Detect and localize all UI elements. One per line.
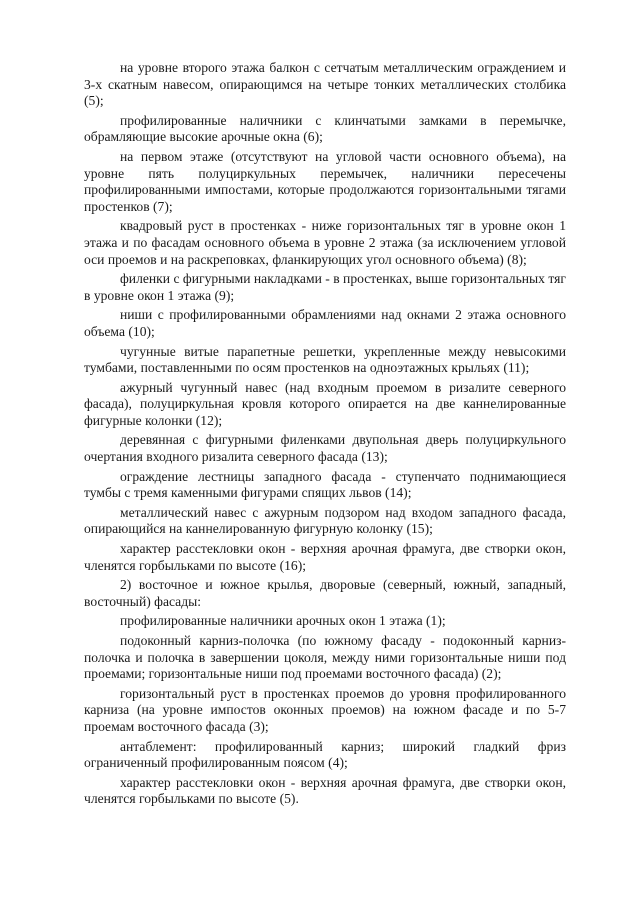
paragraph: ограждение лестницы западного фасада - ступенчато поднимающиеся тумбы с тремя каменными фигурами спящих львов (14);: [84, 468, 566, 501]
paragraph: на уровне второго этажа балкон с сетчатым металлическим ограждением и 3-х скатным навесом, опирающимся на четыре тонких металлических столбика (5);: [84, 60, 566, 109]
paragraph: деревянная с фигурными филенками двупольная дверь полуциркульного очертания входного ризалита северного фасада (13);: [84, 432, 566, 465]
section-heading: 2) восточное и южное крылья, дворовые (северный, южный, западный, восточный) фасады:: [84, 577, 566, 609]
paragraph: подоконный карниз-полочка (по южному фасаду - подоконный карниз-полочка и полочка в завершении цоколя, между ними горизонтальные ниши под проемами; горизонтальные ниши под проемами восточного фасада) (2);: [84, 633, 566, 682]
paragraph: горизонтальный руст в простенках проемов до уровня профилированного карниза (на уровне импостов оконных проемов) на южном фасаде и по 5-7 проемам восточного фасада (3);: [84, 685, 566, 734]
paragraph: характер расстекловки окон - верхняя арочная фрамуга, две створки окон, членятся горбыльками по высоте (16);: [84, 541, 566, 573]
document-body: [84, 60, 566, 811]
paragraph: квадровый руст в простенках - ниже горизонтальных тяг в уровне окон 1 этажа и по фасадам основного объема в уровне 2 этажа (за исключением угловой оси проемов и на раскреповках, фланкирующих угол основного объема) (8);: [84, 218, 566, 267]
paragraph: ажурный чугунный навес (над входным проемом в ризалите северного фасада), полуциркульная кровля которого опирается на две каннелированные фигурные колонки (12);: [84, 379, 566, 428]
paragraph: чугунные витые парапетные решетки, укрепленные между невысокими тумбами, поставленными по осям простенков на одноэтажных крыльях (11);: [84, 343, 566, 376]
paragraph: антаблемент: профилированный карниз; широкий гладкий фриз ограниченный профилированным поясом (4);: [84, 738, 566, 771]
paragraph: профилированные наличники с клинчатыми замками в перемычке, обрамляющие высокие арочные окна (6);: [84, 112, 566, 145]
paragraph: на первом этаже (отсутствуют на угловой части основного объема), на уровне пять полуциркульных перемычек, наличники пересечены профилированными импостами, которые продолжаются горизонтальными тягами простенков (7);: [84, 148, 566, 214]
paragraph: характер расстекловки окон - верхняя арочная фрамуга, две створки окон, членятся горбыльками по высоте (5).: [84, 774, 566, 807]
paragraph: ниши с профилированными обрамлениями над окнами 2 этажа основного объема (10);: [84, 307, 566, 339]
paragraph: профилированные наличники арочных окон 1 этажа (1);: [120, 613, 446, 629]
paragraph: металлический навес с ажурным подзором над входом западного фасада, опирающийся на каннелированную фигурную колонку (15);: [84, 504, 566, 537]
paragraph: филенки с фигурными накладками - в простенках, выше горизонтальных тяг в уровне окон 1 этажа (9);: [84, 271, 566, 303]
